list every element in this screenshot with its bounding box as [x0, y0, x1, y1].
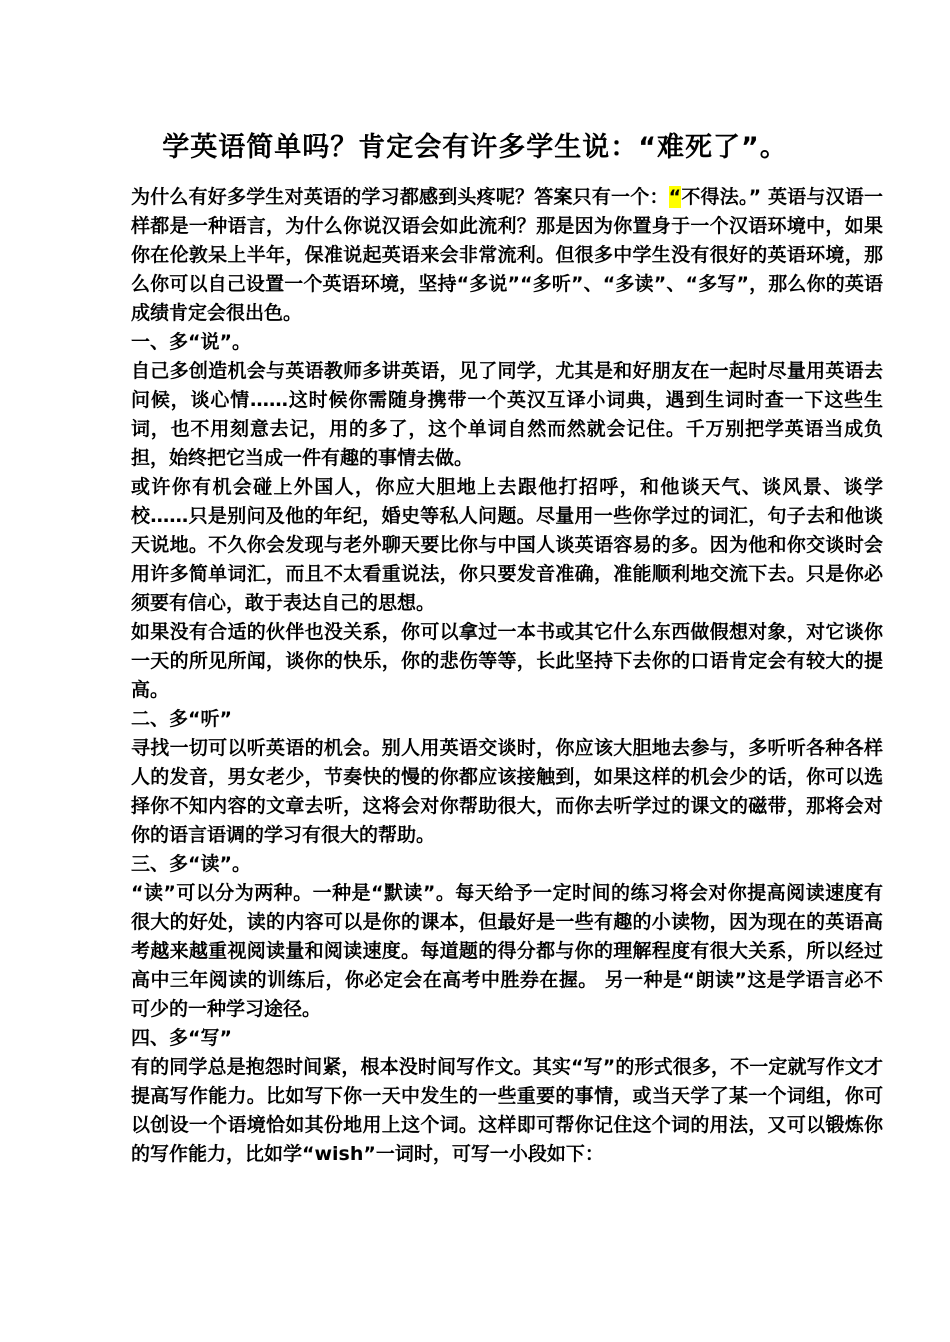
section-heading-speak: 一、多“说”。 — [131, 331, 251, 353]
highlighted-quote: “ — [668, 186, 682, 208]
section-heading-listen: 二、多“听” — [131, 708, 232, 730]
document-body — [131, 183, 883, 1169]
paragraph: 或许你有机会碰上外国人，你应大胆地上去跟他打招呼，和他谈天气、谈风景、谈学校……只是别问及他的年纪，婚史等私人问题。尽量用一些你学过的词汇，句子去和他谈天说地。不久你会发现与老外聊天要比你与中国人谈英语容易的多。因为他和你交谈时会用许多简单词汇，而且不太看重说法，你只要发音准确，准能顺利地交流下去。只是你必须要有信心，敢于表达自己的思想。 — [131, 476, 883, 614]
document-title: 学英语简单吗？肯定会有许多学生说：“难死了”。 — [162, 132, 788, 163]
paragraph: 有的同学总是抱怨时间紧，根本没时间写作文。其实“写”的形式很多，不一定就写作文才提高写作能力。比如写下你一天中发生的一些重要的事情，或当天学了某一个词组，你可以创设一个语境恰如其份地用上这个词。这样即可帮你记住这个词的用法，又可以锻炼你的写作能力，比如学“wish”一词时，可写一小段如下： — [131, 1056, 883, 1165]
intro-paragraph — [131, 183, 883, 328]
intro-text: 为什么有好多学生对英语的学习都感到头疼呢？答案只有一个： — [131, 186, 669, 208]
paragraph: 寻找一切可以听英语的机会。别人用英语交谈时，你应该大胆地去参与，多听听各种各样人的发音，男女老少，节奏快的慢的你都应该接触到，如果这样的机会少的话，你可以选择你不知内容的文章去听，这将会对你帮助很大，而你去听学过的课文的磁带，那将会对你的语言语调的学习有很大的帮助。 — [131, 737, 883, 846]
paragraph: 自己多创造机会与英语教师多讲英语，见了同学，尤其是和好朋友在一起时尽量用英语去问候，谈心情……这时候你需随身携带一个英汉互译小词典，遇到生词时查一下这些生词，也不用刻意去记，用的多了，这个单词自然而然就会记住。千万别把学英语当成负担，始终把它当成一件有趣的事情去做。 — [131, 360, 883, 469]
paragraph: 如果没有合适的伙伴也没关系，你可以拿过一本书或其它什么东西做假想对象，对它谈你一天的所见所闻，谈你的快乐，你的悲伤等等，长此坚持下去你的口语肯定会有较大的提高。 — [131, 621, 883, 701]
intro-text-rest: 不得法。” 英语与汉语一样都是一种语言，为什么你说汉语会如此流利？那是因为你置身于一个汉语环境中，如果你在伦敦呆上半年，保准说起英语来会非常流利。但很多中学生没有很好的英语环境，那么你可以自己设置一个英语环境，坚持“多说”“多听”、“多读”、“多写”，那么你的英语成绩肯定会很出色。 — [131, 186, 883, 324]
paragraph: “读”可以分为两种。一种是“默读”。每天给予一定时间的练习将会对你提高阅读速度有很大的好处，读的内容可以是你的课本，但最好是一些有趣的小读物，因为现在的英语高考越来越重视阅读量和阅读速度。每道题的得分都与你的理解程度有很大关系，所以经过高中三年阅读的训练后，你必定会在高考中胜券在握。 另一种是“朗读”这是学语言必不可少的一种学习途径。 — [131, 882, 883, 1020]
section-heading-write: 四、多“写” — [131, 1027, 232, 1049]
section-heading-read: 三、多“读”。 — [131, 853, 251, 875]
